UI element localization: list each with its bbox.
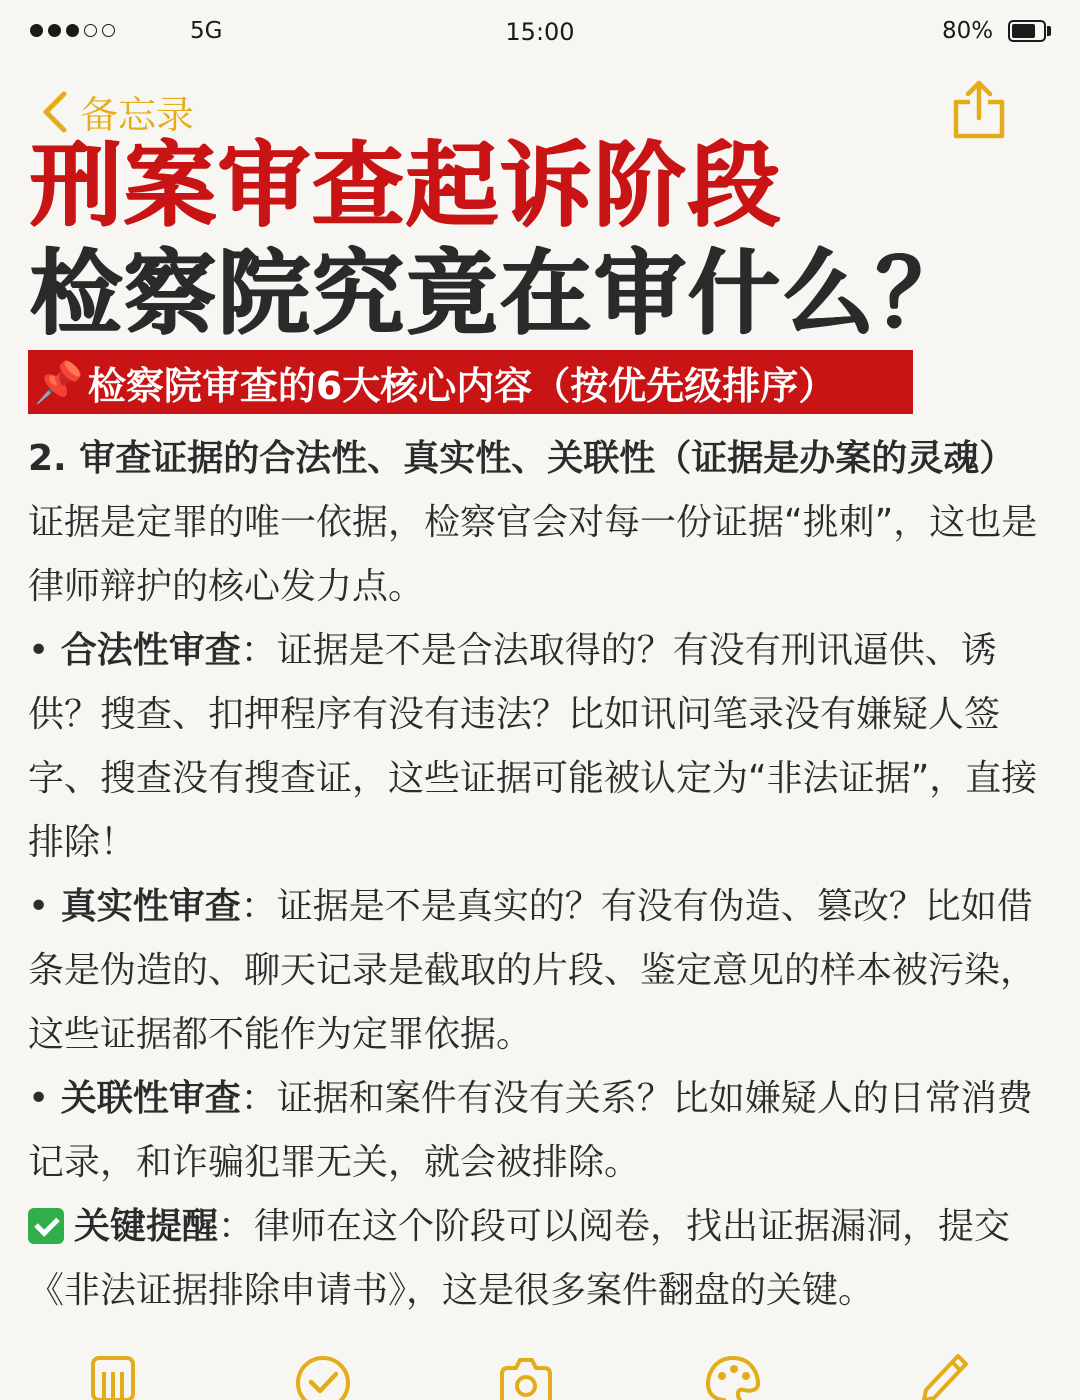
status-time: 15:00 (505, 18, 575, 46)
palette-icon[interactable] (704, 1352, 762, 1400)
camera-icon[interactable] (498, 1352, 554, 1400)
bullet-label: 真实性审查 (60, 886, 241, 927)
share-button[interactable] (950, 78, 1008, 142)
bullet-relevance (28, 1067, 1052, 1195)
share-icon (950, 78, 1008, 142)
bullet-marker: • (28, 886, 50, 927)
network-type: 5G (190, 18, 223, 44)
bullet-text: ：证据和案件有没有关系？比如嫌疑人的日常消费记录，和诈骗犯罪无关，就会被排除。 (28, 1078, 1033, 1183)
battery-percentage: 80% (942, 18, 994, 44)
section-title: 2. 审查证据的合法性、真实性、关联性（证据是办案的灵魂） (28, 438, 1016, 479)
headline-line-2: 检察院究竟在审什么？ (30, 240, 971, 347)
banner-text: 检察院审查的6大核心内容（按优先级排序） (87, 363, 837, 408)
bullet-legality (28, 619, 1052, 875)
back-button[interactable] (40, 84, 194, 139)
bullet-marker: • (28, 630, 50, 671)
pushpin-icon: 📌 (34, 359, 84, 406)
bullet-text: ：证据是不是真实的？有没有伪造、篡改？比如借条是伪造的、聊天记录是截取的片段、鉴定意见的样本被污染，这些证据都不能作为定罪依据。 (28, 886, 1037, 1055)
bullet-marker: • (28, 1078, 50, 1119)
chevron-left-icon (40, 90, 70, 134)
note-body (28, 427, 1052, 1323)
bullet-text: ：证据是不是合法取得的？有没有刑讯逼供、诱供？搜查、扣押程序有没有违法？比如讯问笔录没有嫌疑人签字、搜查没有搜查证，这些证据可能被认定为“非法证据”，直接排除！ (28, 630, 1038, 863)
headline-line-1: 刑案审查起诉阶段 (30, 132, 783, 239)
check-circle-icon[interactable] (294, 1352, 352, 1400)
battery-icon (1008, 20, 1046, 42)
section-intro: 证据是定罪的唯一依据，检察官会对每一份证据“挑刺”，这也是律师辩护的核心发力点。 (28, 502, 1038, 607)
bullet-label: 关联性审查 (60, 1078, 241, 1119)
back-label: 备忘录 (80, 93, 195, 137)
checklist-icon[interactable] (90, 1352, 136, 1400)
pen-icon[interactable] (918, 1352, 970, 1400)
check-mark-icon (28, 1208, 64, 1244)
key-reminder (28, 1195, 1052, 1323)
bullet-label: 合法性审查 (60, 630, 241, 671)
bullet-authenticity (28, 875, 1052, 1067)
bottom-toolbar (0, 1352, 1080, 1400)
section-banner (28, 350, 913, 414)
status-bar (0, 0, 1080, 64)
battery-cap (1047, 26, 1051, 36)
reminder-label: 关键提醒 (74, 1206, 219, 1247)
reminder-text: ：律师在这个阶段可以阅卷，找出证据漏洞，提交《非法证据排除申请书》，这是很多案件翻盘的关键。 (28, 1206, 1011, 1311)
